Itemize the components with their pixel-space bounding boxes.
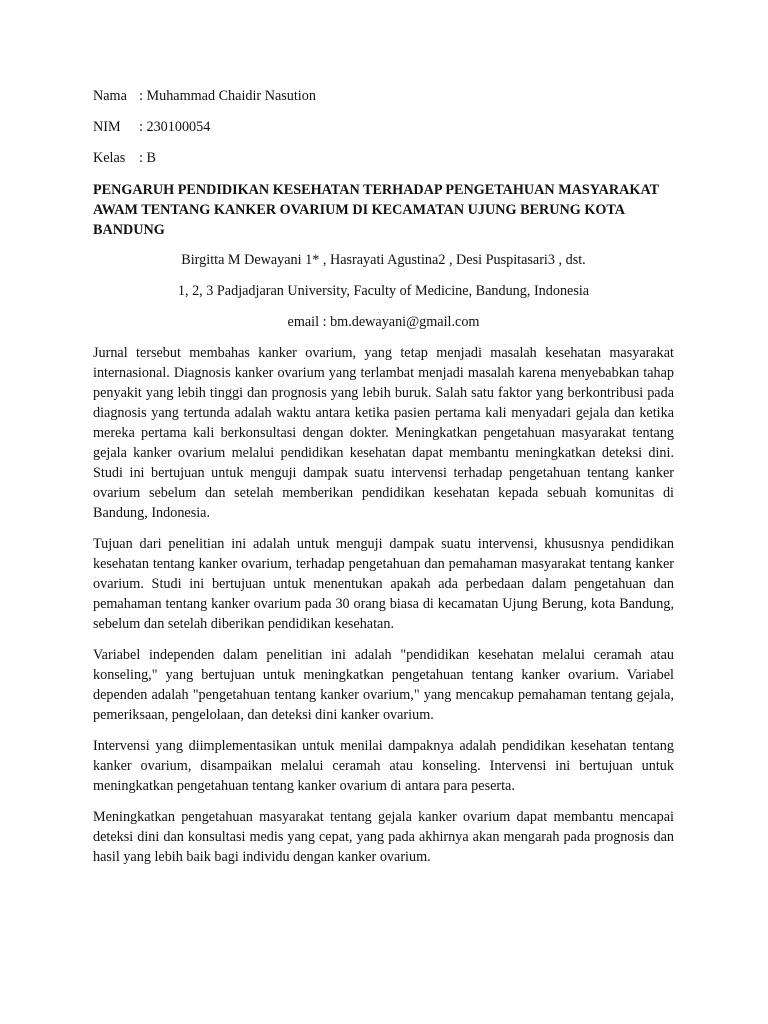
kelas-label: Kelas	[93, 150, 126, 166]
nim-line	[93, 117, 674, 137]
body-paragraph-5: Meningkatkan pengetahuan masyarakat tentang gejala kanker ovarium dapat membantu mencapai deteksi dini dan konsultasi medis yang cepat, yang pada akhirnya akan mengarah pada prognosis dan hasil yang lebih baik bagi individu dengan kanker ovarium.	[93, 809, 674, 865]
nama-label: Nama	[93, 88, 127, 104]
kelas-value: : B	[139, 150, 156, 166]
nim-value: : 230100054	[139, 119, 211, 135]
article-email: email : bm.dewayani@gmail.com	[287, 314, 480, 330]
article-affiliation: 1, 2, 3 Padjadjaran University, Faculty of Medicine, Bandung, Indonesia	[177, 283, 590, 299]
kelas-line	[93, 148, 674, 168]
body-paragraph-1: Jurnal tersebut membahas kanker ovarium, yang tetap menjadi masalah kesehatan masyarakat internasional. Diagnosis kanker ovarium yang terlambat menjadi masalah karena menyebabkan tahap penyakit yang lebih tinggi dan prognosis yang lebih buruk. Salah satu faktor yang berkontribusi pada diagnosis yang tertunda adalah waktu antara ketika pasien pertama kali menyadari gejala dan ketika mereka pertama kali berkonsultasi dengan dokter. Meningkatkan pengetahuan masyarakat tentang gejala kanker ovarium melalui pendidikan kesehatan dapat membantu meningkatkan deteksi dini. Studi ini bertujuan untuk menguji dampak suatu intervensi terhadap pengetahuan tentang kanker ovarium sebelum dan setelah memberikan pendidikan kesehatan kepada sebuah komunitas di Bandung, Indonesia.	[93, 345, 674, 521]
body-paragraph-4: Intervensi yang diimplementasikan untuk menilai dampaknya adalah pendidikan kesehatan tentang kanker ovarium, disampaikan melalui ceramah atau konseling. Intervensi ini bertujuan untuk meningkatkan pengetahuan tentang kanker ovarium di antara para peserta.	[93, 738, 674, 794]
nim-label: NIM	[93, 119, 121, 135]
article-title: PENGARUH PENDIDIKAN KESEHATAN TERHADAP PENGETAHUAN MASYARAKAT AWAM TENTANG KANKER OVARIUM DI KECAMATAN UJUNG BERUNG KOTA BANDUNG	[93, 182, 659, 238]
article-authors: Birgitta M Dewayani 1* , Hasrayati Agustina2 , Desi Puspitasari3 , dst.	[181, 252, 586, 268]
nama-value: : Muhammad Chaidir Nasution	[139, 88, 316, 104]
body-paragraph-3: Variabel independen dalam penelitian ini adalah "pendidikan kesehatan melalui ceramah atau konseling," yang bertujuan untuk meningkatkan pengetahuan tentang kanker ovarium. Variabel dependen adalah "pengetahuan tentang kanker ovarium," yang mencakup pemahaman tentang gejala, pemeriksaan, pengelolaan, dan deteksi dini kanker ovarium.	[93, 647, 674, 723]
document-page	[93, 86, 674, 878]
nama-line	[93, 86, 674, 106]
body-paragraph-2: Tujuan dari penelitian ini adalah untuk menguji dampak suatu intervensi, khususnya pendidikan kesehatan tentang kanker ovarium, terhadap pengetahuan dan pemahaman masyarakat tentang kanker ovarium. Studi ini bertujuan untuk menentukan apakah ada perbedaan dalam pengetahuan dan pemahaman tentang kanker ovarium pada 30 orang biasa di kecamatan Ujung Berung, kota Bandung, sebelum dan setelah diberikan pendidikan kesehatan.	[93, 536, 674, 632]
